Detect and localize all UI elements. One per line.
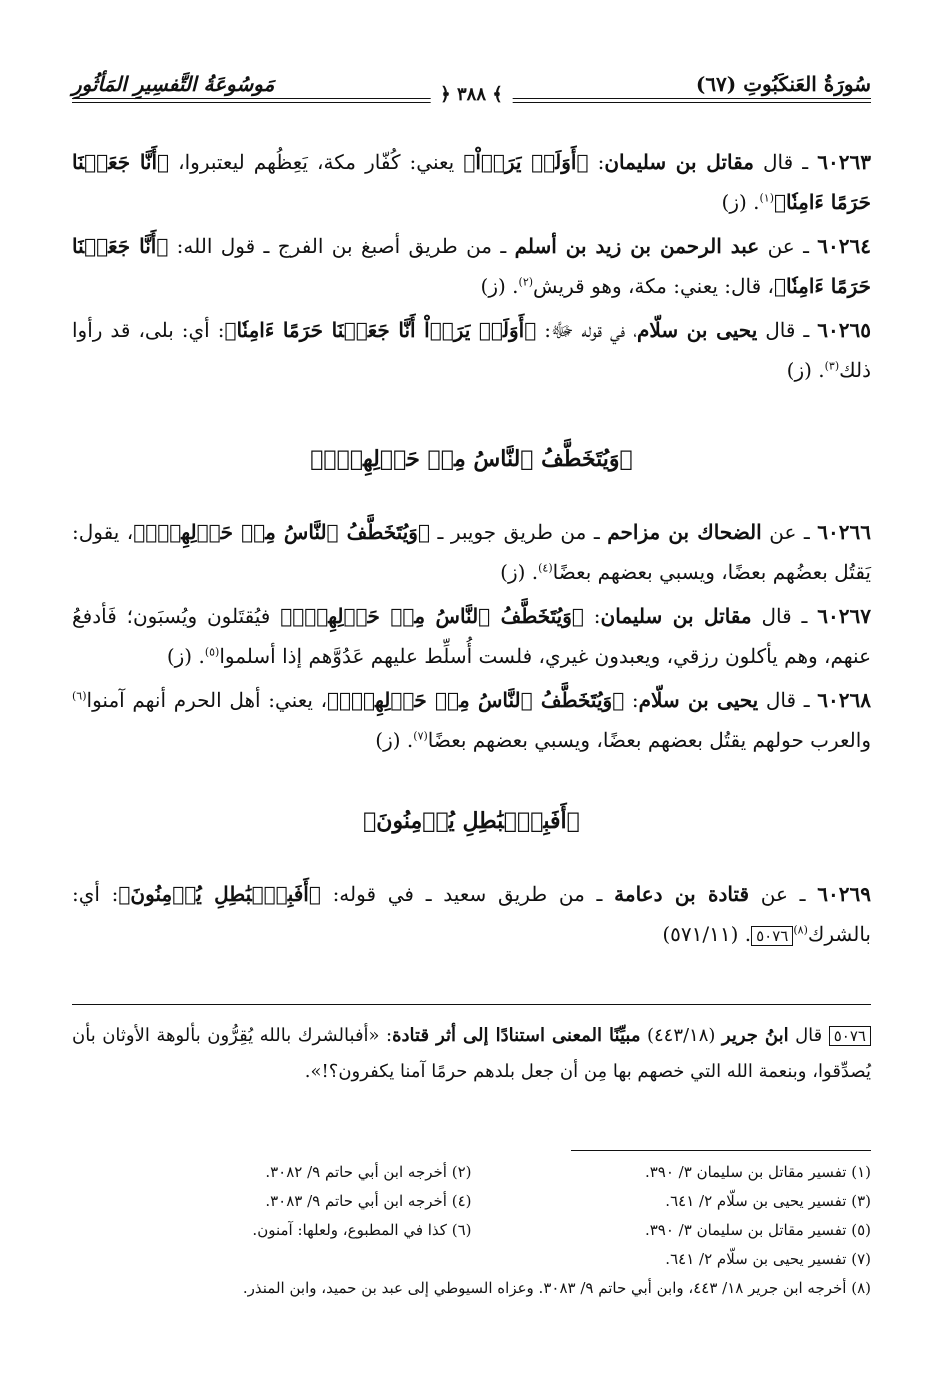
footnote-item: (٥) تفسير مقاتل بن سليمان ٣/ ٣٩٠. [644,1221,871,1239]
entry-60265: ٦٠٢٦٥ ـ قال يحيى بن سلّام، في قوله ﷻ: ﴿أَوَلَمۡ يَرَوۡاْ أَنَّا جَعَلۡنَا حَرَمًا ءَامِنٗا﴾: أي: بلى، قد رأوا ذلك$^{(٣)}$. (ز) [72,318,871,382]
footnote-ref[interactable]: (١) [759,191,775,205]
quran-verse: ﴿أَنَّا جَعَلۡنَا حَرَمًا ءَامِنٗا﴾ [72,150,871,214]
main-content [72,142,871,960]
entry-60264: ٦٠٢٦٤ ـ عن عبد الرحمن بن زيد بن أسلم ـ من طريق أصبغ بن الفرج ـ قول الله: ﴿أَنَّا جَعَلۡنَا حَرَمًا ءَامِنٗا﴾، قال: يعني: مكة، وهو قريش$^{(٢)}$. (ز) [72,234,872,298]
commentary-number-box: ٥٠٧٦ [829,1026,871,1046]
commentary-note: ٥٠٧٦ قال ابنُ جرير (٤٤٣/١٨) مبيِّنًا المعنى استنادًا إلى أثر قتادة: «أفبالشرك بالله يُقِرُّون بألوهة الأوثان بأن يُصدِّقوا، وبنعمة الله التي خصهم بها مِن أن جعل بلدهم حرمًا آمنا يكفرون؟!». [72,1025,871,1082]
footnote-ref[interactable]: (٧) [413,729,428,743]
page-header [72,68,871,112]
commentary-divider [72,1004,871,1005]
quran-verse: ﴿وَيُتَخَطَّفُ ٱلنَّاسُ مِنۡ حَوۡلِهِمۡۚ﴾ [280,604,584,628]
footnote-row [72,1245,871,1274]
entry-60266: ٦٠٢٦٦ ـ عن الضحاك بن مزاحم ـ من طريق جويبر ـ ﴿وَيُتَخَطَّفُ ٱلنَّاسُ مِنۡ حَوۡلِهِمۡۚ﴾، يقول: يَقتُل بعضُهم بعضًا، ويسبي بعضهم بعضًا$^{(٤)}$. (ز) [72,520,871,584]
footnote-item: (٧) تفسير يحيى بن سلّام ٢/ ٦٤١. [665,1250,871,1268]
footnote-ref[interactable]: (٨) [793,923,808,937]
footnote-ref[interactable]: (٥) [204,645,220,659]
footnote-item: (٨) أخرجه ابن جرير ١٨/ ٤٤٣، وابن أبي حاتم ٩/ ٣٠٨٣. وعزاه السيوطي إلى عبد بن حميد، وابن المنذر. [242,1279,871,1297]
footnote-item: (١) تفسير مقاتل بن سليمان ٣/ ٣٩٠. [644,1163,871,1181]
footnote-item [72,1245,472,1274]
footnote-ref[interactable]: (٣) [824,359,840,373]
entry-60267: ٦٠٢٦٧ ـ قال مقاتل بن سليمان: ﴿وَيُتَخَطَّفُ ٱلنَّاسُ مِنۡ حَوۡلِهِمۡۚ﴾ فيُقتَلون ويُسبَون؛ فَأدفعُ عنهم، وهم يأكلون رزقي، ويعبدون غيري، فلست أُسلِّط عليهم عَدُوَّهم إذا أسلموا$^{(٥)}$. (ز) [72,604,871,668]
quran-verse: ﴿أَنَّا جَعَلۡنَا حَرَمًا ءَامِنٗا﴾ [72,234,871,298]
footnote-item: (٦) كذا في المطبوع، ولعلها: آمنون. [252,1221,472,1239]
commentary-ref-box[interactable]: ٥٠٧٦ [751,926,793,946]
verse-heading: ﴿أَفَبِٱلۡبَٰطِلِ يُؤۡمِنُونَ﴾ [363,808,580,834]
footnote-item: (٣) تفسير يحيى بن سلّام ٢/ ٦٤١. [665,1192,871,1210]
footnote-item: (٢) أخرجه ابن أبي حاتم ٩/ ٣٠٨٢. [265,1163,472,1181]
footnote-row [72,1187,871,1216]
footnotes-divider [571,1150,871,1151]
verse-heading: ﴿وَيُتَخَطَّفُ ٱلنَّاسُ مِنۡ حَوۡلِهِمۡۚ﴾ [310,446,633,472]
quran-verse: ﴿وَيُتَخَطَّفُ ٱلنَّاسُ مِنۡ حَوۡلِهِمۡۚ﴾ [133,520,430,544]
footnote-ref[interactable]: (٤) [538,561,553,575]
surah-title: سُورَةُ العَنكَبُوتِ (٦٧) [695,72,871,96]
quran-verse: ﴿أَفَبِٱلۡبَٰطِلِ يُؤۡمِنُونَ﴾ [118,882,321,906]
footnote-ref[interactable]: (٢) [518,275,534,289]
footnote-ref[interactable]: (٦) [72,689,87,703]
book-title: مَوسُوعَةُ التَّفسِيرِ المَأثُورِ [72,72,275,96]
footnote-row [72,1216,871,1245]
quran-verse: ﴿أَوَلَمۡ يَرَوۡاْ أَنَّا جَعَلۡنَا حَرَمًا ءَامِنٗا﴾ [224,318,537,342]
footnote-item: (٤) أخرجه ابن أبي حاتم ٩/ ٣٠٨٣. [265,1192,472,1210]
quran-verse: ﴿وَيُتَخَطَّفُ ٱلنَّاسُ مِنۡ حَوۡلِهِمۡۚ﴾ [327,688,625,712]
footnote-row [72,1158,871,1187]
entry-60263: ٦٠٢٦٣ ـ قال مقاتل بن سليمان: ﴿أَوَلَمۡ يَرَوۡاْ﴾ يعني: كُفّار مكة، يَعِظُهم ليعتبروا، ﴿أَنَّا جَعَلۡنَا حَرَمًا ءَامِنٗا﴾$^{(١)}$. (ز) [72,150,871,214]
entry-60269: ٦٠٢٦٩ ـ عن قتادة بن دعامة ـ من طريق سعيد ـ في قوله: ﴿أَفَبِٱلۡبَٰطِلِ يُؤۡمِنُونَ﴾: أي: بالشرك$^{(٨)}$٥٠٧٦. (٥٧١/١١) [72,882,871,946]
page-number: ﴾ ٣٨٨ ﴿ [430,84,513,105]
footnotes [72,1158,871,1303]
entry-60268: ٦٠٢٦٨ ـ قال يحيى بن سلّام: ﴿وَيُتَخَطَّفُ ٱلنَّاسُ مِنۡ حَوۡلِهِمۡۚ﴾، يعني: أهل الحرم أنهم آمنوا$^{(٦)}$ والعرب حولهم يقتُل بعضهم بعضًا، ويسبي بعضهم بعضًا$^{(٧)}$. (ز) [72,688,871,752]
quran-verse: ﴿أَوَلَمۡ يَرَوۡاْ﴾ [463,150,589,174]
